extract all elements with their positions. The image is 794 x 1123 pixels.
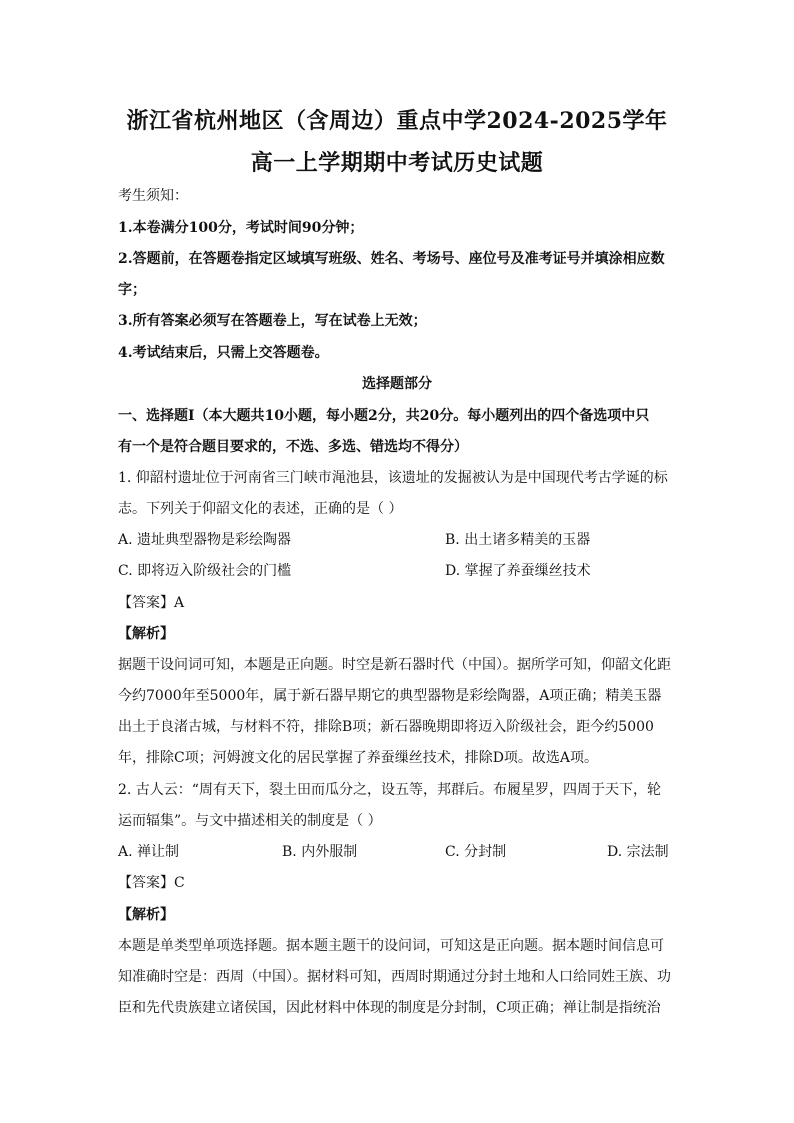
question-1-option-b: B. 出土诸多精美的玉器 xyxy=(445,532,591,548)
question-2-option-d: D. 宗法制 xyxy=(607,844,669,860)
question-1-option-d: D. 掌握了养蚕缫丝技术 xyxy=(445,563,591,579)
question-2-analysis-label: 【解析】 xyxy=(118,907,174,923)
question-1-analysis: 出土于良渚古城，与材料不符，排除B项；新石器晚期即将迈入阶级社会，距今约5000 xyxy=(118,719,654,735)
notice-item: 2.答题前，在答题卷指定区域填写班级、姓名、考场号、座位号及准考证号并填涂相应数 xyxy=(118,251,665,267)
question-1-analysis-label: 【解析】 xyxy=(118,626,174,642)
question-2-option-c: C. 分封制 xyxy=(445,844,507,860)
document-title-line2: 高一上学期期中考试历史试题 xyxy=(250,150,544,176)
notice-heading: 考生须知： xyxy=(118,188,188,204)
question-2-analysis: 本题是单类型单项选择题。据本题主题干的设问词，可知这是正向题。据本题时间信息可 xyxy=(118,938,664,954)
notice-item: 3.所有答案必须写在答题卷上，写在试卷上无效； xyxy=(118,313,427,329)
question-2-option-b: B. 内外服制 xyxy=(282,844,358,860)
notice-item: 1.本卷满分100分，考试时间90分钟； xyxy=(118,220,364,236)
notice-item: 字； xyxy=(118,282,146,298)
question-2-stem: 2. 古人云：“周有天下，裂土田而瓜分之，设五等，邦群后。布履星罗，四周于天下，轮 xyxy=(118,782,661,798)
question-2-stem: 运而辐集”。与文中描述相关的制度是（ ） xyxy=(118,813,382,829)
question-2-analysis: 知准确时空是：西周（中国）。据材料可知，西周时期通过分封土地和人口给同姓王族、功 xyxy=(118,969,671,985)
section-title: 选择题部分 xyxy=(362,376,432,392)
section-instruction: 一、选择题Ⅰ（本大题共10小题，每小题2分，共20分。每小题列出的四个备选项中只 xyxy=(118,408,650,424)
question-1-stem: 1. 仰韶村遗址位于河南省三门峡市渑池县，该遗址的发掘被认为是中国现代考古学诞的标 xyxy=(118,470,668,486)
section-instruction: 有一个是符合题目要求的，不选、多选、错选均不得分） xyxy=(118,439,468,455)
document-title-line1: 浙江省杭州地区（含周边）重点中学2024-2025学年 xyxy=(126,108,668,134)
question-1-answer: 【答案】A xyxy=(118,595,185,611)
question-1-option-c: C. 即将迈入阶级社会的门槛 xyxy=(118,563,292,579)
notice-item: 4.考试结束后，只需上交答题卷。 xyxy=(118,345,329,361)
question-1-analysis: 据题干设问词可知，本题是正向题。时空是新石器时代（中国）。据所学可知，仰韶文化距 xyxy=(118,657,671,673)
question-1-option-a: A. 遗址典型器物是彩绘陶器 xyxy=(118,532,292,548)
question-1-analysis: 年，排除C项；河姆渡文化的居民掌握了养蚕缫丝技术，排除D项。故选A项。 xyxy=(118,750,599,766)
question-1-stem: 志。下列关于仰韶文化的表述，正确的是（ ） xyxy=(118,501,403,517)
question-2-analysis: 臣和先代贵族建立诸侯国，因此材料中体现的制度是分封制，C项正确；禅让制是指统治 xyxy=(118,1000,661,1016)
question-2-answer: 【答案】C xyxy=(118,875,185,891)
question-2-option-a: A. 禅让制 xyxy=(118,844,180,860)
question-1-analysis: 今约7000年至5000年，属于新石器早期它的典型器物是彩绘陶器，A项正确；精美玉器 xyxy=(118,688,662,704)
